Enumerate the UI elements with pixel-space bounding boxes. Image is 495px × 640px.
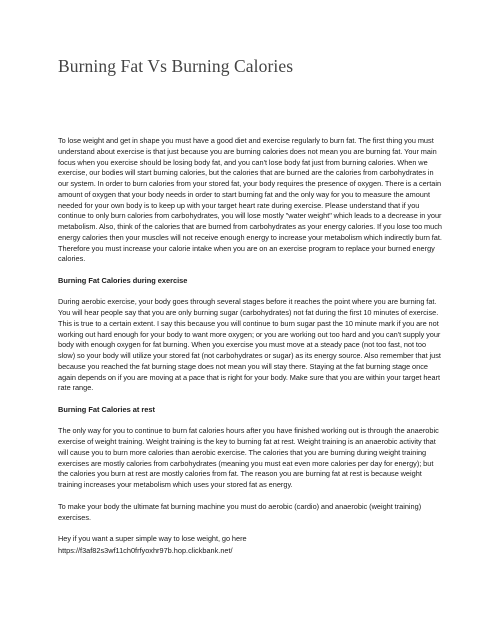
- closing-paragraph: To make your body the ultimate fat burning machine you must do aerobic (cardio) and anaerobic (weight training) exercises.: [58, 501, 422, 522]
- rest-paragraph: The only way for you to continue to burn fat calories hours after you have finished working out is through the anaerobic exercise of weight training. Weight training is the key to burning fat at rest. Weight training is an anaerobic activity that will cause you to burn more calories than aerobic exercise. The calories that you are burning during weight training exercises are mostly calories from carbohydrates (meaning you must eat even more calories per day for energy); but the calories you burn at rest are mostly calories from fat. The reason you are burning fat at rest is because weight training increases your metabolism which uses your stored fat as energy.: [58, 426, 439, 489]
- exercise-paragraph: During aerobic exercise, your body goes through several stages before it reaches the point where you are burning fat. You will hear people say that you are only burning sugar (carbohydrates) not fat during the first 10 minutes of exercise. This is true to a certain extent. I say this because you will continue to burn sugar past the 10 minute mark if you are not working out hard enough for your body to want more oxygen; or you are working out too hard and you can't supply your body with enough oxygen for fat burning. When you exercise you must move at a steady pace (not too fast, not too slow) so your body will utilize your stored fat (not carbohydrates or sugar) as its energy source. Also remember that just because you reached the fat burning stage does not mean you will stay there. Staying at the fat burning stage once again depends on if you are moving at a pace that is right for your body. Make sure that you are within your target heart rate range.: [58, 297, 441, 393]
- cta-paragraph: Hey if you want a super simple way to lose weight, go here: [58, 534, 247, 544]
- document-title: Burning Fat Vs Burning Calories: [58, 56, 294, 76]
- document-body: [58, 136, 443, 568]
- clickbank-link[interactable]: https://f3af82s3wf11ch0frfyoxhr97b.hop.clickbank.net/: [58, 546, 233, 555]
- section-heading-rest: Burning Fat Calories at rest: [58, 405, 155, 414]
- section-heading-exercise: Burning Fat Calories during exercise: [58, 276, 188, 285]
- intro-paragraph: To lose weight and get in shape you must have a good diet and exercise regularly to burn fat. The first thing you must understand about exercise is that just because you are burning calories does not mean you are burning fat. Your main focus when you exercise should be losing body fat, and you can't lose body fat just from burning calories. When we exercise, our bodies will start burning calories, but the calories that are burned are the calories from carbohydrates in our system. In order to burn calories from your stored fat, your body requires the presence of oxygen. There is a certain amount of oxygen that your body needs in order to start burning fat and the only way for you to measure the amount needed for your own body is to keep up with your target heart rate during exercise. Please understand that if you continue to only burn calories from carbohydrates, you will lose mostly "water weight" which leads to a decrease in your metabolism. Also, think of the calories that are burned from carbohydrates as your energy calories. If you lose too much energy calories then your muscles will not receive enough energy to increase your metabolism which indirectly burn fat. Therefore you must increase your calorie intake when you are on an exercise program to replace your burned energy calories.: [58, 136, 442, 264]
